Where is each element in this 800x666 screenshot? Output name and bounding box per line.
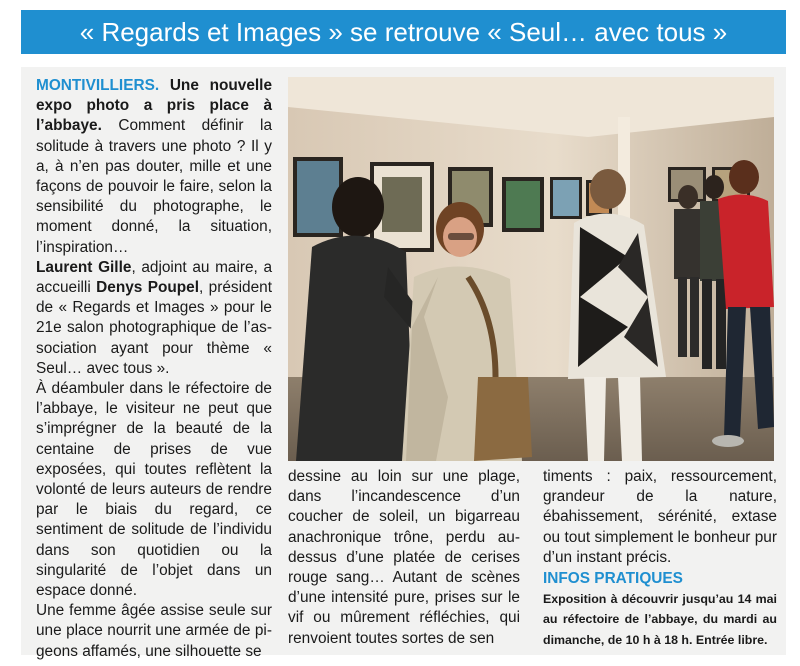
paragraph-2	[36, 258, 272, 379]
paragraph-2-text-a: , adjoint au maire, a accueilli	[36, 258, 273, 297]
paragraph-2-text-b: , président de « Regards et Images » pour le 21e salon photographique de l’association ayant pour thème « Seul… avec tous ».	[36, 279, 273, 377]
paragraph-5: dessine au loin sur une plage, dans l’incandescence d’un coucher de soleil, un bigarreau anachronique trône, perdu au-dessus d’une platée de cerises rouge sang… Autant de scènes d’une intensité pure, prises sur le vif ou mûrement réfléchies, qui renvoient toutes sortes de sen	[288, 468, 520, 647]
exhibition-photo-illustration	[288, 77, 774, 461]
intro-text: Comment définir la solitude à travers une photo ? Il y a, à n’en pas douter, mille et une façons de pouvoir le faire, selon la sensibilité du photographe, le moment donné, la situation, l’inspiration…	[36, 117, 272, 256]
infos-title: INFOS PRATIQUES	[543, 570, 683, 588]
lead-text: Une nouvelle expo photo a pris place à l’abbaye.	[36, 77, 272, 135]
article-headline: « Regards et Images » se retrouve « Seul… avec tous »	[21, 10, 786, 54]
article-column-1	[36, 76, 272, 662]
infos-text: Exposition à découvrir jusqu’au 14 mai au réfectoire de l’abbaye, du mardi au dimanche, de 10 h à 18 h. Entrée libre.	[543, 592, 777, 647]
person-name-1: Laurent Gille	[36, 258, 132, 276]
dateline: MONTIVILLIERS.	[36, 77, 160, 94]
paragraph-6: timents : paix, ressourcement, grandeur de la nature, ébahissement, sérénité, extase ou tout simplement le bonheur pur d’un instant précis.	[543, 468, 777, 566]
lead-paragraph	[36, 76, 272, 258]
exhibition-photo	[288, 77, 774, 461]
paragraph-4: Une femme âgée assise seule sur une place nourrit une armée de pigeons affamés, une silhouette se	[36, 602, 272, 660]
article-column-3	[543, 467, 777, 650]
article-column-2	[288, 467, 520, 649]
paragraph-3: À déambuler dans le réfectoire de l’abbaye, le visiteur ne peut que s’imprégner de la beauté de la centaine de prises de vue exposées, qui toutes reflètent la volonté de leurs auteurs de rendre par le biais du regard, ce sentiment de solitude de l’individu dans son quotidien ou la singularité de l’objet dans un espace donné.	[36, 380, 272, 600]
person-name-2: Denys Poupel	[96, 279, 200, 297]
